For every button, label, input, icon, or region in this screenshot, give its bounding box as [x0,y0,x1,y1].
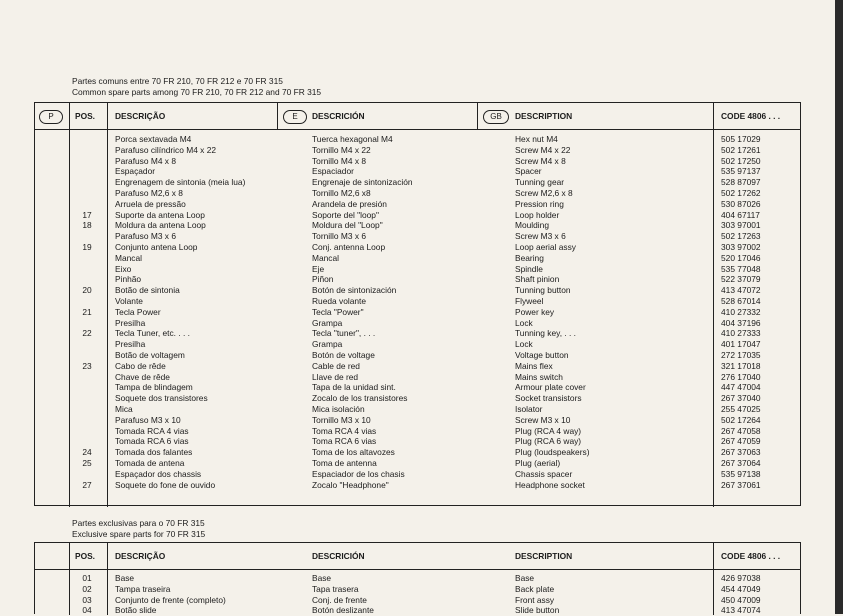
code-cell: 410 27333 [721,328,761,339]
desc-en-cell: Spindle [515,263,543,274]
desc-pt-cell: Espaçador [115,166,156,177]
desc-en-cell: Spacer [515,166,542,177]
desc-es-cell: Toma de los altavozes [312,447,395,458]
desc-en-cell: Plug (RCA 4 way) [515,425,582,436]
table-row [35,480,800,491]
code-cell: 267 37064 [721,458,761,468]
desc-pt-cell: Parafuso M4 x 8 [115,155,176,166]
desc-es-cell: Soporte del "loop" [312,209,379,220]
desc-pt-cell: Volante [115,296,143,306]
table-row [35,436,800,447]
desc-en-cell: Lock [515,317,533,328]
pos-cell: 27 [82,479,92,490]
table-row [35,393,800,404]
header-lang-pt [39,103,63,129]
pos-cell: 21 [82,306,92,317]
desc-en-cell: Loop aerial assy [515,242,576,252]
desc-en-cell: Loop holder [515,209,560,220]
desc-en-cell: Lock [515,339,533,350]
code-cell: 502 17250 [721,155,761,166]
desc-en-cell: Moulding [515,220,549,231]
desc-pt-cell: Parafuso M3 x 10 [115,414,181,425]
code-cell: 426 97038 [721,573,761,583]
desc-es-cell: Tornillo M2,6 x8 [312,188,371,198]
code-cell: 404 37196 [721,317,761,328]
code-cell: 535 77048 [721,263,761,274]
desc-en-cell: Plug (loudspeakers) [515,447,590,458]
code-cell: 255 47025 [721,404,761,414]
table-row [35,573,800,584]
section1-title-pt: Partes comuns entre 70 FR 210, 70 FR 212 e 70 FR 315 [72,76,283,86]
desc-pt-cell: Mica [115,404,133,414]
pos-cell: 02 [82,583,92,594]
pos-cell: 23 [82,360,92,371]
table-row [35,426,800,437]
code-cell: 530 87026 [721,198,761,209]
desc-en-cell: Mains flex [515,360,553,371]
desc-es-cell: Espaciador [312,166,354,177]
table-row [35,134,800,145]
table-row [35,210,800,221]
desc-es-cell: Piñon [312,274,334,285]
desc-en-cell: Plug (aerial) [515,458,561,468]
header-pos: POS. [75,551,96,561]
code-cell: 528 87097 [721,177,761,188]
desc-es-cell: Botón de voltage [312,350,375,360]
desc-pt-cell: Arruela de pressão [115,198,186,209]
desc-pt-cell: Botão de voltagem [115,350,185,360]
table-row [35,199,800,210]
desc-es-cell: Toma de antenna [312,458,377,468]
desc-pt-cell: Conjunto de frente (completo) [115,594,226,605]
desc-es-cell: Conj. antenna Loop [312,242,386,252]
table-row [35,231,800,242]
desc-es-cell: Botón deslizante [312,605,374,616]
code-cell: 450 47009 [721,594,761,605]
desc-pt-cell: Tomada RCA 4 vias [115,425,189,436]
desc-es-cell: Eje [312,263,325,274]
pos-cell: 04 [82,605,92,616]
desc-en-cell: Tunning button [515,285,571,296]
table-row [35,447,800,458]
code-cell: 404 67117 [721,209,760,220]
code-cell: 502 17264 [721,414,761,425]
table-row [35,220,800,231]
code-cell: 413 47072 [721,285,761,296]
desc-pt-cell: Base [115,573,135,583]
desc-pt-cell: Engrenagem de sintonia (meia lua) [115,177,246,188]
desc-es-cell: Mica isolación [312,404,365,414]
desc-pt-cell: Tampa de blindagem [115,382,193,393]
table-row [35,318,800,329]
table-row [35,156,800,167]
table-row [35,469,800,480]
table-row [35,458,800,469]
table-row [35,415,800,426]
desc-pt-cell: Porca sextavada M4 [115,134,192,144]
code-cell: 401 17047 [721,339,761,350]
section2-title-en: Exclusive spare parts for 70 FR 315 [72,529,206,539]
desc-es-cell: Mancal [312,252,339,263]
desc-pt-cell: Suporte da antena Loop [115,209,205,220]
pos-cell: 18 [82,220,92,231]
table-row [35,382,800,393]
code-cell: 535 97137 [721,166,761,177]
desc-es-cell: Zocalo "Headphone" [312,479,389,490]
pos-cell: 22 [82,328,92,339]
column-divider [477,103,478,129]
header-code: CODE 4806 . . . [721,551,781,561]
desc-en-cell: Shaft pinion [515,274,560,285]
code-cell: 267 37063 [721,447,761,458]
table-header [35,103,800,130]
desc-en-cell: Socket transistors [515,393,582,404]
desc-es-cell: Espaciador de los chasis [312,468,405,479]
desc-es-cell: Tecla "tuner", . . . [312,328,376,339]
desc-en-cell: Mains switch [515,371,563,382]
code-cell: 522 37079 [721,274,761,285]
code-cell: 410 27332 [721,306,761,317]
desc-es-cell: Tornillo M3 x 10 [312,414,371,425]
desc-es-cell: Tornillo M4 x 22 [312,144,371,155]
exclusive-parts-table [34,542,801,614]
page-edge-shadow [835,0,843,614]
desc-pt-cell: Mancal [115,252,142,263]
desc-pt-cell: Soquete dos transistores [115,393,208,404]
desc-pt-cell: Parafuso M2,6 x 8 [115,188,183,198]
lang-badge-es: E [283,110,307,124]
desc-pt-cell: Soquete do fone de ouvido [115,479,216,490]
desc-pt-cell: Moldura da antena Loop [115,220,206,231]
table-row [35,166,800,177]
desc-en-cell: Armour plate cover [515,382,586,393]
desc-en-cell: Base [515,573,535,583]
header-desc-en: DESCRIPTION [515,551,573,561]
section1-title-en: Common spare parts among 70 FR 210, 70 FR 212 and 70 FR 315 [72,87,322,97]
desc-es-cell: Grampa [312,317,343,328]
table-row [35,177,800,188]
desc-en-cell: Power key [515,306,555,317]
desc-pt-cell: Chave de rêde [115,371,170,382]
code-cell: 454 47049 [721,583,761,594]
header-desc-es: DESCRICIÓN [312,551,365,561]
pos-cell: 25 [82,458,92,468]
table-row [35,605,800,616]
table-row [35,242,800,253]
desc-pt-cell: Eixo [115,263,132,274]
code-cell: 505 17029 [721,134,761,144]
lang-badge-gb: GB [483,110,509,124]
desc-es-cell: Base [312,573,332,583]
header-code: CODE 4806 . . . [721,111,781,121]
table-row [35,274,800,285]
header-lang-es [283,103,307,129]
desc-es-cell: Tapa de la unidad sint. [312,382,396,393]
table-row [35,372,800,383]
table-row [35,328,800,339]
code-cell: 272 17035 [721,350,761,360]
table-header [35,543,800,570]
desc-en-cell: Screw M3 x 6 [515,231,566,242]
table-row [35,595,800,606]
desc-es-cell: Grampa [312,339,343,350]
desc-pt-cell: Botão de sintonia [115,285,180,296]
column-divider [277,103,278,129]
desc-pt-cell: Tomada RCA 6 vias [115,436,189,447]
desc-pt-cell: Espaçador dos chassis [115,468,202,479]
desc-en-cell: Tunning key, . . . [515,328,576,339]
code-cell: 520 17046 [721,252,761,263]
desc-en-cell: Pression ring [515,198,564,209]
desc-es-cell: Llave de red [312,371,359,382]
desc-pt-cell: Parafuso M3 x 6 [115,231,176,242]
code-cell: 535 97138 [721,468,761,479]
desc-pt-cell: Presilha [115,339,146,350]
pos-cell: 01 [82,573,92,583]
header-pos: POS. [75,111,96,121]
header-desc-en: DESCRIPTION [515,111,573,121]
code-cell: 267 47058 [721,425,761,436]
code-cell: 413 47074 [721,605,761,616]
header-lang-gb [483,103,509,129]
table-row [35,584,800,595]
pos-cell: 03 [82,594,92,605]
desc-es-cell: Tornillo M4 x 8 [312,155,366,166]
table-row [35,264,800,275]
pos-cell: 24 [82,447,92,458]
desc-es-cell: Moldura del "Loop" [312,220,383,231]
desc-es-cell: Tapa trasera [312,583,359,594]
desc-pt-cell: Botão slide [115,605,157,616]
desc-en-cell: Flyweel [515,296,544,306]
desc-en-cell: Back plate [515,583,555,594]
section2-title-pt: Partes exclusivas para o 70 FR 315 [72,518,205,528]
desc-en-cell: Isolator [515,404,543,414]
desc-en-cell: Hex nut M4 [515,134,558,144]
code-cell: 502 17262 [721,188,761,198]
desc-es-cell: Conj. de frente [312,594,367,605]
desc-en-cell: Plug (RCA 6 way) [515,436,582,447]
table-row [35,350,800,361]
pos-cell: 20 [82,285,92,296]
desc-es-cell: Tecla "Power" [312,306,364,317]
desc-pt-cell: Presilha [115,317,146,328]
desc-en-cell: Screw M4 x 8 [515,155,566,166]
desc-pt-cell: Tomada de antena [115,458,185,468]
desc-es-cell: Rueda volante [312,296,367,306]
desc-pt-cell: Tampa traseira [115,583,171,594]
pos-cell: 17 [82,209,92,220]
desc-es-cell: Zocalo de los transistores [312,393,408,404]
code-cell: 303 97001 [721,220,761,231]
table-row [35,253,800,264]
code-cell: 502 17261 [721,144,761,155]
desc-pt-cell: Tecla Power [115,306,161,317]
desc-en-cell: Chassis spacer [515,468,573,479]
table-row [35,188,800,199]
desc-es-cell: Engrenaje de sintonización [312,177,413,188]
code-cell: 303 97002 [721,242,761,252]
header-desc-es: DESCRICIÓN [312,111,365,121]
desc-es-cell: Arandela de presión [312,198,387,209]
desc-pt-cell: Tecla Tuner, etc. . . . [115,328,190,339]
desc-pt-cell: Tomada dos falantes [115,447,193,458]
desc-en-cell: Headphone socket [515,479,585,490]
desc-en-cell: Screw M4 x 22 [515,144,571,155]
desc-en-cell: Voltage button [515,350,569,360]
table-row [35,404,800,415]
desc-es-cell: Cable de red [312,360,360,371]
desc-pt-cell: Pinhão [115,274,142,285]
lang-badge-pt: P [39,110,63,124]
desc-pt-cell: Parafuso cilíndrico M4 x 22 [115,144,217,155]
code-cell: 447 47004 [721,382,761,393]
code-cell: 276 17040 [721,371,761,382]
desc-en-cell: Front assy [515,594,555,605]
code-cell: 528 67014 [721,296,761,306]
desc-en-cell: Slide button [515,605,560,616]
desc-en-cell: Screw M2,6 x 8 [515,188,573,198]
desc-es-cell: Toma RCA 6 vias [312,436,377,447]
desc-en-cell: Screw M3 x 10 [515,414,571,425]
table-row [35,339,800,350]
desc-en-cell: Tunning gear [515,177,565,188]
header-desc-pt: DESCRIÇÃO [115,551,166,561]
desc-pt-cell: Conjunto antena Loop [115,242,198,252]
table-row [35,307,800,318]
table-row [35,296,800,307]
code-cell: 267 47059 [721,436,761,447]
pos-cell: 19 [82,242,92,252]
code-cell: 267 37040 [721,393,761,404]
desc-es-cell: Tornillo M3 x 6 [312,231,366,242]
table-row [35,285,800,296]
common-parts-table [34,102,801,506]
table-row [35,145,800,156]
desc-es-cell: Toma RCA 4 vias [312,425,377,436]
desc-en-cell: Bearing [515,252,544,263]
desc-es-cell: Tuerca hexagonal M4 [312,134,393,144]
table-row [35,361,800,372]
code-cell: 267 37061 [721,479,761,490]
header-desc-pt: DESCRIÇÃO [115,111,166,121]
desc-es-cell: Botón de sintonización [312,285,397,296]
code-cell: 321 17018 [721,360,761,371]
desc-pt-cell: Cabo de rêde [115,360,166,371]
code-cell: 502 17263 [721,231,761,242]
